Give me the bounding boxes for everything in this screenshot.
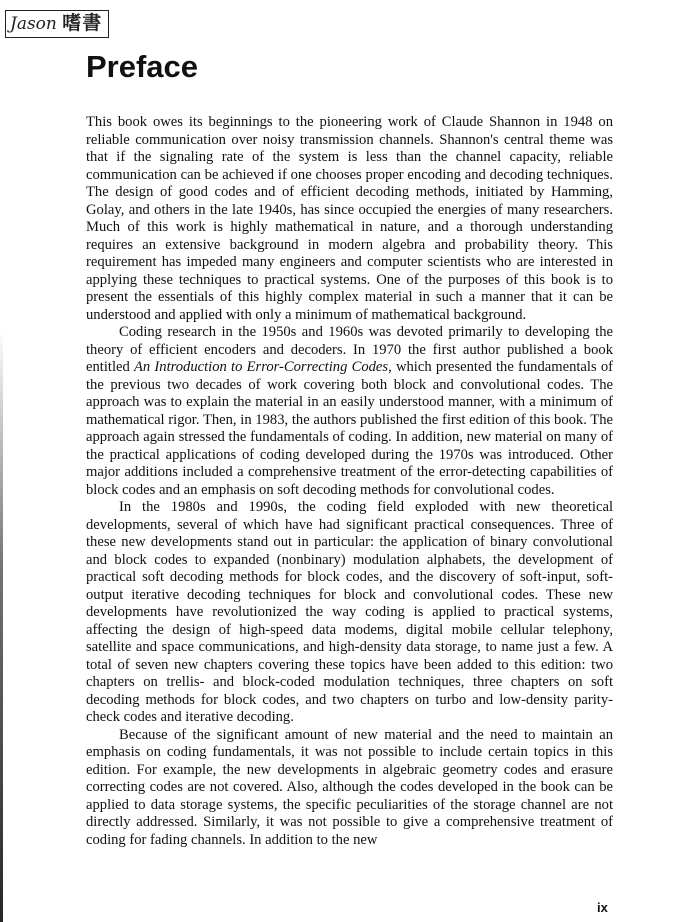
- page-number: ix: [597, 900, 608, 915]
- paragraph-1: [86, 114, 613, 324]
- owner-stamp: [5, 10, 109, 38]
- stamp-cjk: 嗜書: [62, 12, 103, 34]
- body-text: [86, 114, 613, 849]
- page-title: Preface: [86, 49, 199, 84]
- paragraph-2-text-before: Coding research in the 1950s and 1960s was devoted primarily to developing the theory of efficient encoders and decoders. In 1970 the first author published a book entitled: [86, 324, 613, 375]
- paragraph-4: [86, 727, 613, 850]
- stamp-latin: Jason: [10, 14, 57, 34]
- paragraph-4-text: Because of the significant amount of new material and the need to maintain an emphasis on coding fundamentals, it was not possible to include certain topics in this edition. For example, the new developments in algebraic geometry codes and erasure correcting codes are not covered. Also, although the codes developed in the book can be applied to data storage systems, the specific peculiarities of the storage channel are not directly addressed. Similarly, it was not possible to give a comprehensive treatment of coding for fading channels. In addition to the new: [86, 726, 613, 848]
- paragraph-3: [86, 499, 613, 727]
- scan-edge-shadow: [0, 330, 3, 922]
- paragraph-2: [86, 324, 613, 499]
- paragraph-2-text-after: , which presented the fundamentals of the previous two decades of work covering both block and convolutional codes. The approach was to explain the material in an easily understood manner, with a minimum of mathematical rigor. Then, in 1983, the authors published the first edition of this book. The approach again stressed the fundamentals of coding. In addition, new material on many of the practical applications of coding developed during the 1970s was introduced. Other major additions included a comprehensive treatment of the error-detecting capabilities of block codes and an emphasis on soft decoding methods for convolutional codes.: [86, 359, 613, 498]
- paragraph-3-text: In the 1980s and 1990s, the coding field exploded with new theoretical developments, several of which have had significant practical consequences. Three of these new developments stand out in particular: the application of binary convolutional and block codes to expanded (nonbinary) modulation alphabets, the development of practical soft decoding methods for block codes, and the discovery of soft-input, soft-output iterative decoding techniques for block and convolutional codes. These new developments have revolutionized the way coding is applied to practical systems, affecting the design of high-speed data modems, digital mobile cellular telephony, satellite and space communications, and high-density data storage, to name just a few. A total of seven new chapters covering these topics have been added to this edition: two chapters on trellis- and block-coded modulation techniques, three chapters on soft decoding methods for block codes, and two chapters on turbo and low-density parity-check codes and iterative decoding.: [86, 499, 613, 725]
- book-title-italic: An Introduction to Error-Correcting Codes: [133, 359, 389, 375]
- paragraph-1-text: This book owes its beginnings to the pioneering work of Claude Shannon in 1948 on reliable communication over noisy transmission channels. Shannon's central theme was that if the signaling rate of the system is less than the channel capacity, reliable communication can be achieved if one chooses proper encoding and decoding techniques. The design of good codes and of efficient decoding methods, initiated by Hamming, Golay, and others in the late 1940s, has since occupied the energies of many researchers. Much of this work is highly mathematical in nature, and a thorough understanding requires an extensive background in modern algebra and probability theory. This requirement has impeded many engineers and computer scientists who are interested in applying these techniques to practical systems. One of the purposes of this book is to present the essentials of this highly complex material in such a manner that it can be understood and applied with only a minimum of mathematical background.: [86, 114, 613, 323]
